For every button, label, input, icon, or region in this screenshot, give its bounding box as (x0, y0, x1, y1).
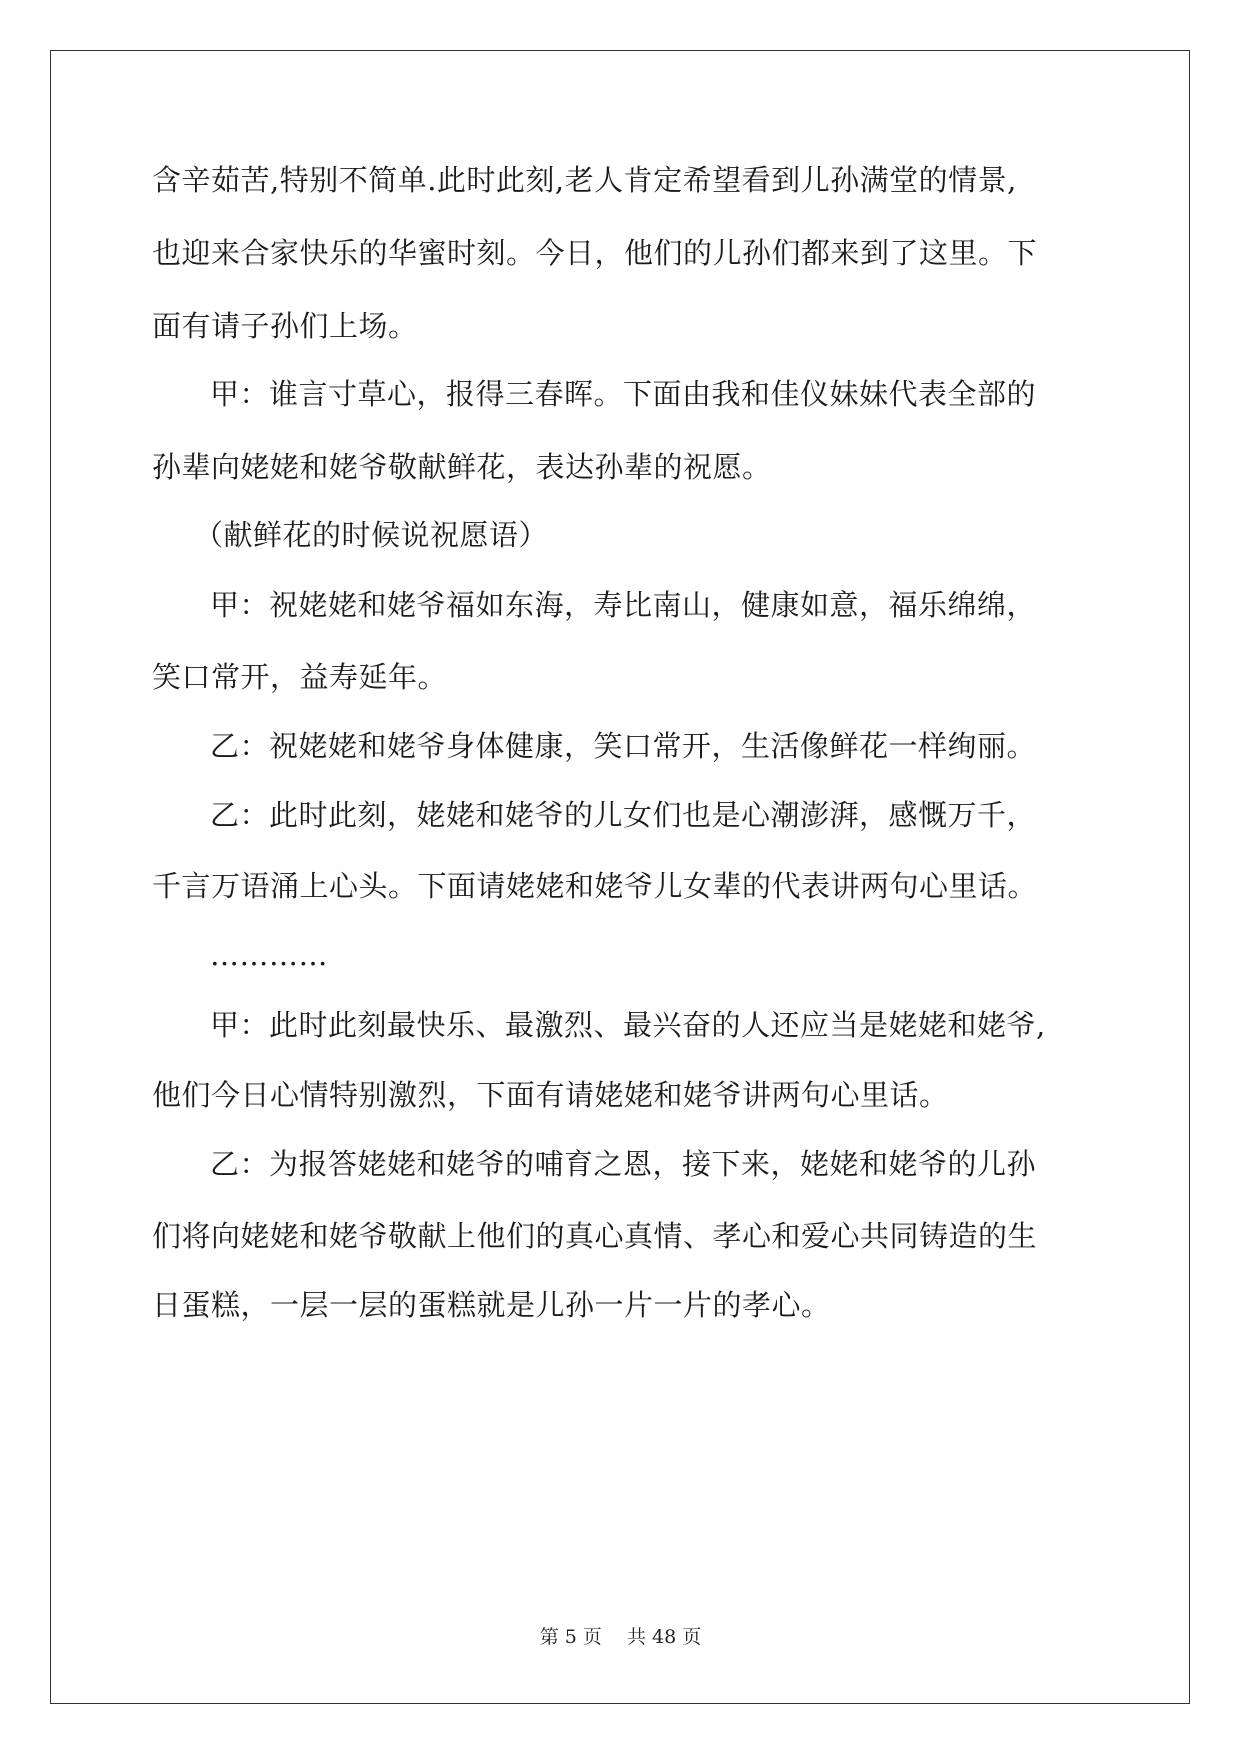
text-line: （献鲜花的时候说祝愿语） (194, 518, 549, 552)
text-line: 甲：谁言寸草心，报得三春晖。下面由我和佳仪妹妹代表全部的 (210, 377, 1037, 411)
text-line: 笑口常开，益寿延年。 (152, 660, 448, 694)
page-number-footer: 第 5 页 共 48 页 (539, 1626, 702, 1648)
text-line: 千言万语涌上心头。下面请姥姥和姥爷儿女辈的代表讲两句心里话。 (152, 869, 1038, 903)
text-line: 甲：祝姥姥和姥爷福如东海，寿比南山，健康如意，福乐绵绵， (210, 588, 1037, 622)
text-line: 面有请子孙们上场。 (152, 309, 418, 343)
text-line: 甲：此时此刻最快乐、最激烈、最兴奋的人还应当是姥姥和姥爷, (210, 1008, 1046, 1042)
text-line: 含辛茹苦,特别不简单.此时此刻,老人肯定希望看到儿孙满堂的情景, (152, 163, 1017, 197)
text-line: 乙：祝姥姥和姥爷身体健康，笑口常开，生活像鲜花一样绚丽。 (210, 729, 1037, 763)
text-line: 孙辈向姥姥和姥爷敬献鲜花，表达孙辈的祝愿。 (152, 450, 772, 484)
text-line: 乙：此时此刻，姥姥和姥爷的儿女们也是心潮澎湃，感慨万千， (210, 798, 1037, 832)
text-line: 他们今日心情特别激烈，下面有请姥姥和姥爷讲两句心里话。 (152, 1078, 949, 1112)
text-line: ………… (210, 938, 328, 972)
text-line: 日蛋糕，一层一层的蛋糕就是儿孙一片一片的孝心。 (152, 1288, 831, 1322)
text-line: 也迎来合家快乐的华蜜时刻。今日，他们的儿孙们都来到了这里。下 (152, 236, 1038, 270)
text-line: 乙：为报答姥姥和姥爷的哺育之恩，接下来，姥姥和姥爷的儿孙 (210, 1147, 1037, 1181)
text-line: 们将向姥姥和姥爷敬献上他们的真心真情、孝心和爱心共同铸造的生 (152, 1219, 1038, 1253)
